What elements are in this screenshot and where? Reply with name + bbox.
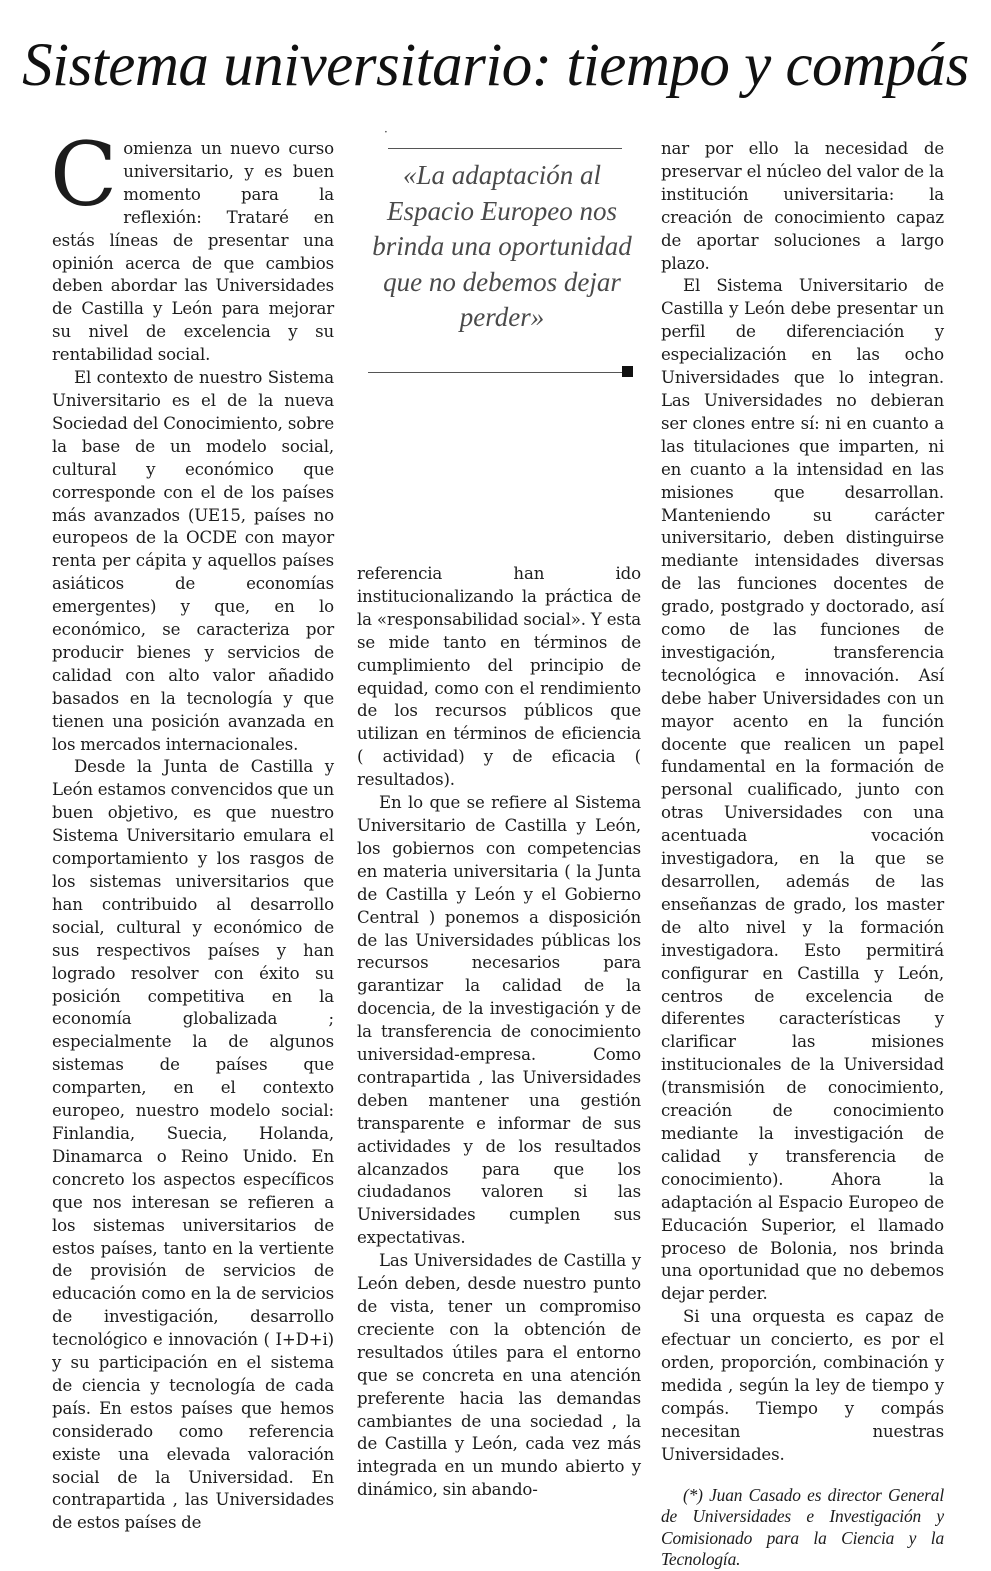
- drop-cap: C: [50, 123, 118, 226]
- pull-quote-bottom-rule: [368, 372, 624, 373]
- paragraph-2: El contexto de nuestro Sistema Universitario es el de la nueva Sociedad del Conocimiento, sobre la base de un modelo social, cultural y económico que corresponde con el de los países más avanzados (UE15, países no europeos de la OCDE con mayor renta per cápita y aquellos países asiáticos de economías emergentes) y que, en lo económico, se caracteriza por producir bienes y servicios de calidad con alto valor añadido basados en la tecnología y que tienen una posición avanzada en los mercados internacionales.: [52, 368, 334, 754]
- pull-quote-text: «La adaptación al Espacio Europeo nos brinda una oportunidad que no debemos dejar perder»: [372, 160, 632, 332]
- paragraph-1-text: omienza un nuevo curso universitario, y es buen momento para la reflexión: Trataré en estás líneas de presentar una opinión acerca de que cambios deben abordar las Universidades de Castilla y León para mejorar su nivel de excelencia y su rentabilidad social.: [52, 139, 334, 365]
- paragraph-8: El Sistema Universitario de Castilla y León debe presentar un perfil de diferenciación y especialización en las ocho Universidades que lo integran. Las Universidades no debieran ser clones entre sí: ni en cuanto a las titulaciones que imparten, ni en cuanto a la intensidad en las misiones que desarrollan. Manteniendo su carácter universitario, deben distinguirse mediante intensidades diversas de las funciones docentes de grado, postgrado y doctorado, así como de las funciones de investigación, transferencia tecnológica e innovación. Así debe haber Universidades con un mayor acento en la función docente que realicen un papel fundamental en la formación de personal cualificado, junto con otras Universidades con una acentuada vocación investigadora, en la que se desarrollen, además de las enseñanzas de grado, los master de alto nivel y la formación investigadora. Esto permitirá configurar en Castilla y León, centros de excelencia de diferentes características y clarificar las misiones institucionales de la Universidad (transmisión de conocimiento, creación de conocimiento mediante la investigación de calidad y transferencia de conocimiento). Ahora la adaptación al Espacio Europeo de Educación Superior, el llamado proceso de Bolonia, nos brinda una oportunidad que no debemos dejar perder.: [661, 276, 944, 1304]
- pull-quote-top-rule: [388, 148, 622, 149]
- quote-tick-mark: ·: [384, 125, 388, 139]
- end-square-icon: [622, 366, 633, 377]
- article-title: Sistema universitario: tiempo y compás: [22, 32, 969, 99]
- column-2: [357, 563, 641, 1502]
- paragraph-7: nar por ello la necesidad de preservar el núcleo del valor de la institución universitaria: la creación de conocimiento capaz de aportar soluciones a largo plazo.: [661, 139, 944, 273]
- column-1: [50, 123, 334, 1535]
- paragraph-5: En lo que se refiere al Sistema Universitario de Castilla y León, los gobiernos con competencias en materia universitaria ( la Junta de Castilla y León y el Gobierno Central ) ponemos a disposición de las Universidades públicas los recursos necesarios para garantizar la calidad de la docencia, de la investigación y de la transferencia de conocimiento universidad-empresa. Como contrapartida , las Universidades deben mantener una gestión transparente e informar de sus actividades y de los resultados alcanzados para que los ciudadanos valoren si las Universidades cumplen sus expectativas.: [357, 793, 641, 1248]
- paragraph-3: Desde la Junta de Castilla y León estamos convencidos que un buen objetivo, es que nuestro Sistema Universitario emulara el comportamiento y los rasgos de los sistemas universitarios que han contribuido al desarrollo social, cultural y económico de sus respectivos países y han logrado resolver con éxito su posición competitiva en la economía globalizada ; especialmente la de algunos sistemas de países que comparten, en el contexto europeo, nuestro modelo social: Finlandia, Suecia, Holanda, Dinamarca o Reino Unido. En concreto los aspectos específicos que nos interesan se refieren a los sistemas universitarios de estos países, tanto en la vertiente de provisión de servicios de educación como en la de servicios de investigación, desarrollo tecnológico e innovación ( I+D+i) y su participación en el sistema de ciencia y tecnología de cada país. En estos países que hemos considerado como referencia existe una elevada valoración social de la Universidad. En contrapartida , las Universidades de estos países de: [52, 757, 334, 1533]
- paragraph-9: Si una orquesta es capaz de efectuar un concierto, es por el orden, proporción, combinación y medida , según la ley de tiempo y compás. Tiempo y compás necesitan nuestras Universidades.: [661, 1307, 944, 1464]
- paragraph-4: referencia han ido institucionalizando la práctica de la «responsabilidad social». Y esta se mide tanto en términos de cumplimiento del principio de equidad, como con el rendimiento de los recursos públicos que utilizan en términos de eficiencia ( actividad) y de eficacia ( resultados).: [357, 564, 641, 790]
- author-signature: (*) Juan Casado es director General de Universidades e Investigación y Comisionado para la Ciencia y la Tecnología.: [661, 1484, 944, 1570]
- pull-quote: [368, 126, 636, 378]
- paragraph-1: [50, 123, 334, 367]
- paragraph-6: Las Universidades de Castilla y León deben, desde nuestro punto de vista, tener un compromiso creciente con la obtención de resultados útiles para el entorno que se concreta en una atención preferente hacia las demandas cambiantes de una sociedad , la de Castilla y León, cada vez más integrada en un mundo abierto y dinámico, sin abando-: [357, 1251, 641, 1500]
- column-3: [661, 138, 944, 1571]
